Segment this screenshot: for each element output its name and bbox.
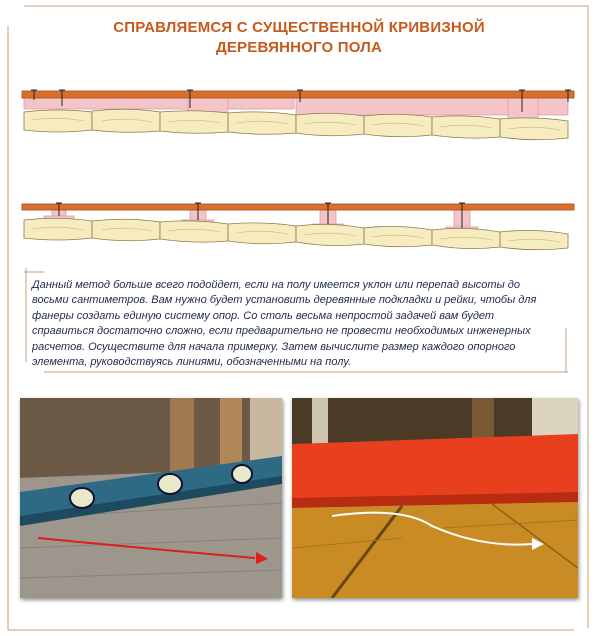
title-line-1: СПРАВЛЯЕМСЯ С СУЩЕСТВЕННОЙ КРИВИЗНОЙ <box>113 19 485 36</box>
title-line-2: ДЕРЕВЯННОГО ПОЛА <box>215 39 383 56</box>
diagram-large-pads <box>18 82 580 154</box>
photo-spirit-level <box>20 398 282 598</box>
diagram-point-supports <box>18 196 580 258</box>
description-text: Данный метод больше всего подойдет, если на полу имеется уклон или перепад высоты до восьми сантиметров. Вам нужно будет установить деревянные подкладки и рейки, чтобы для фанеры создать единую систему опор. Со столь весьма непростой задачей вам будет справиться достаточно сложно, если предварительно не провести необходимых инженерных расчетов. Осуществите для начала примерку. Затем вычислите размер каждого опорного элемента, руководствуясь линиями, обозначенными на полу. <box>32 279 537 369</box>
plywood-sheet <box>22 91 574 98</box>
floor-boards <box>24 218 568 250</box>
plywood-sheet <box>22 204 574 210</box>
page-title <box>0 18 598 58</box>
photo-floor-gap <box>292 398 578 598</box>
